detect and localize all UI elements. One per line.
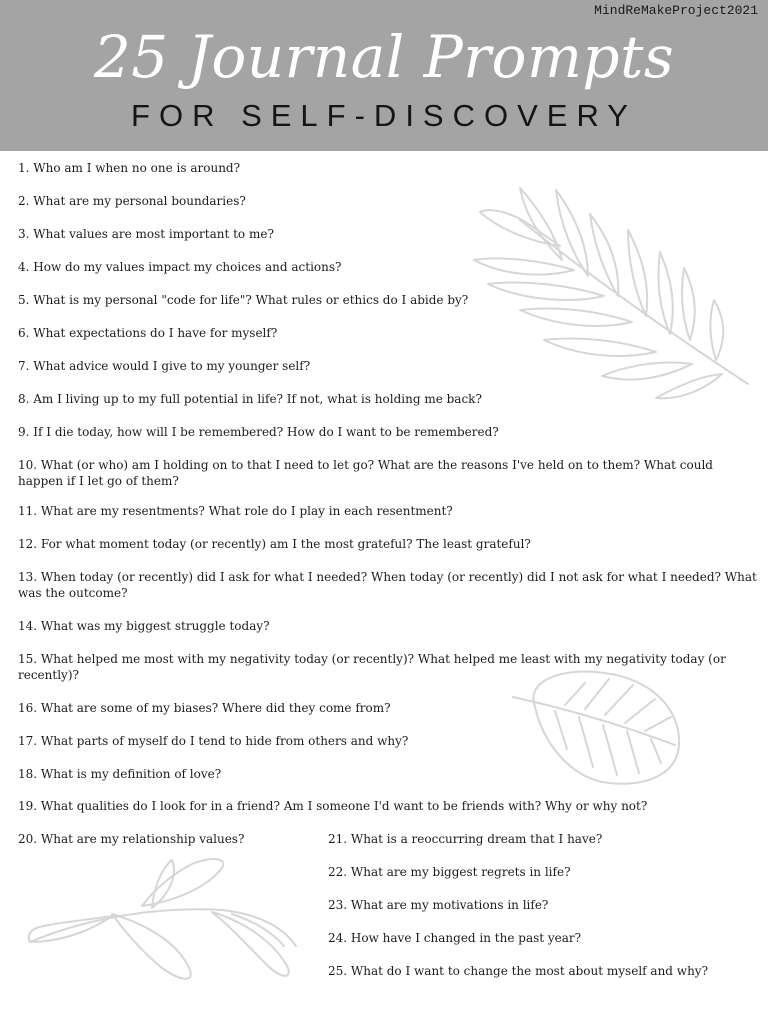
header-banner	[0, 0, 768, 151]
prompt-4: 4. How do my values impact my choices and actions?	[18, 260, 342, 274]
prompt-14: 14. What was my biggest struggle today?	[18, 619, 270, 633]
prompt-8: 8. Am I living up to my full potential in life? If not, what is holding me back?	[18, 392, 482, 406]
prompt-25: 25. What do I want to change the most about myself and why?	[328, 964, 709, 978]
prompt-7: 7. What advice would I give to my younger self?	[18, 359, 311, 373]
page-title: 25 Journal Prompts	[93, 23, 675, 91]
prompt-9: 9. If I die today, how will I be remembered? How do I want to be remembered?	[18, 425, 499, 439]
credit-text: MindReMakeProject2021	[594, 3, 758, 18]
prompt-13: 13. When today (or recently) did I ask for what I needed? When today (or recently) did I not ask for what I needed? What was the outcome?	[18, 570, 757, 600]
prompt-20: 20. What are my relationship values?	[18, 832, 245, 846]
prompt-23: 23. What are my motivations in life?	[328, 898, 549, 912]
page-subtitle: FOR SELF-DISCOVERY	[131, 98, 637, 133]
prompt-19: 19. What qualities do I look for in a friend? Am I someone I'd want to be friends with? Why or why not?	[18, 799, 648, 813]
prompt-18: 18. What is my definition of love?	[18, 767, 222, 781]
prompt-5: 5. What is my personal "code for life"? What rules or ethics do I abide by?	[18, 293, 469, 307]
prompt-2: 2. What are my personal boundaries?	[18, 194, 246, 208]
prompt-24: 24. How have I changed in the past year?	[328, 931, 582, 945]
prompt-10: 10. What (or who) am I holding on to that I need to let go? What are the reasons I've held on to them? What could happen if I let go of them?	[18, 458, 713, 488]
prompt-22: 22. What are my biggest regrets in life?	[328, 865, 571, 879]
prompt-12: 12. For what moment today (or recently) am I the most grateful? The least grateful?	[18, 537, 531, 551]
prompt-11: 11. What are my resentments? What role do I play in each resentment?	[18, 504, 453, 518]
prompt-3: 3. What values are most important to me?	[18, 227, 274, 241]
prompt-1: 1. Who am I when no one is around?	[18, 161, 241, 175]
prompt-17: 17. What parts of myself do I tend to hide from others and why?	[18, 734, 409, 748]
prompt-21: 21. What is a reoccurring dream that I have?	[328, 832, 603, 846]
prompt-15: 15. What helped me most with my negativity today (or recently)? What helped me least with my negativity today (or recently)?	[18, 652, 726, 682]
prompt-6: 6. What expectations do I have for myself?	[18, 326, 278, 340]
olive-branch-icon	[22, 850, 307, 990]
prompt-16: 16. What are some of my biases? Where did they come from?	[18, 701, 391, 715]
